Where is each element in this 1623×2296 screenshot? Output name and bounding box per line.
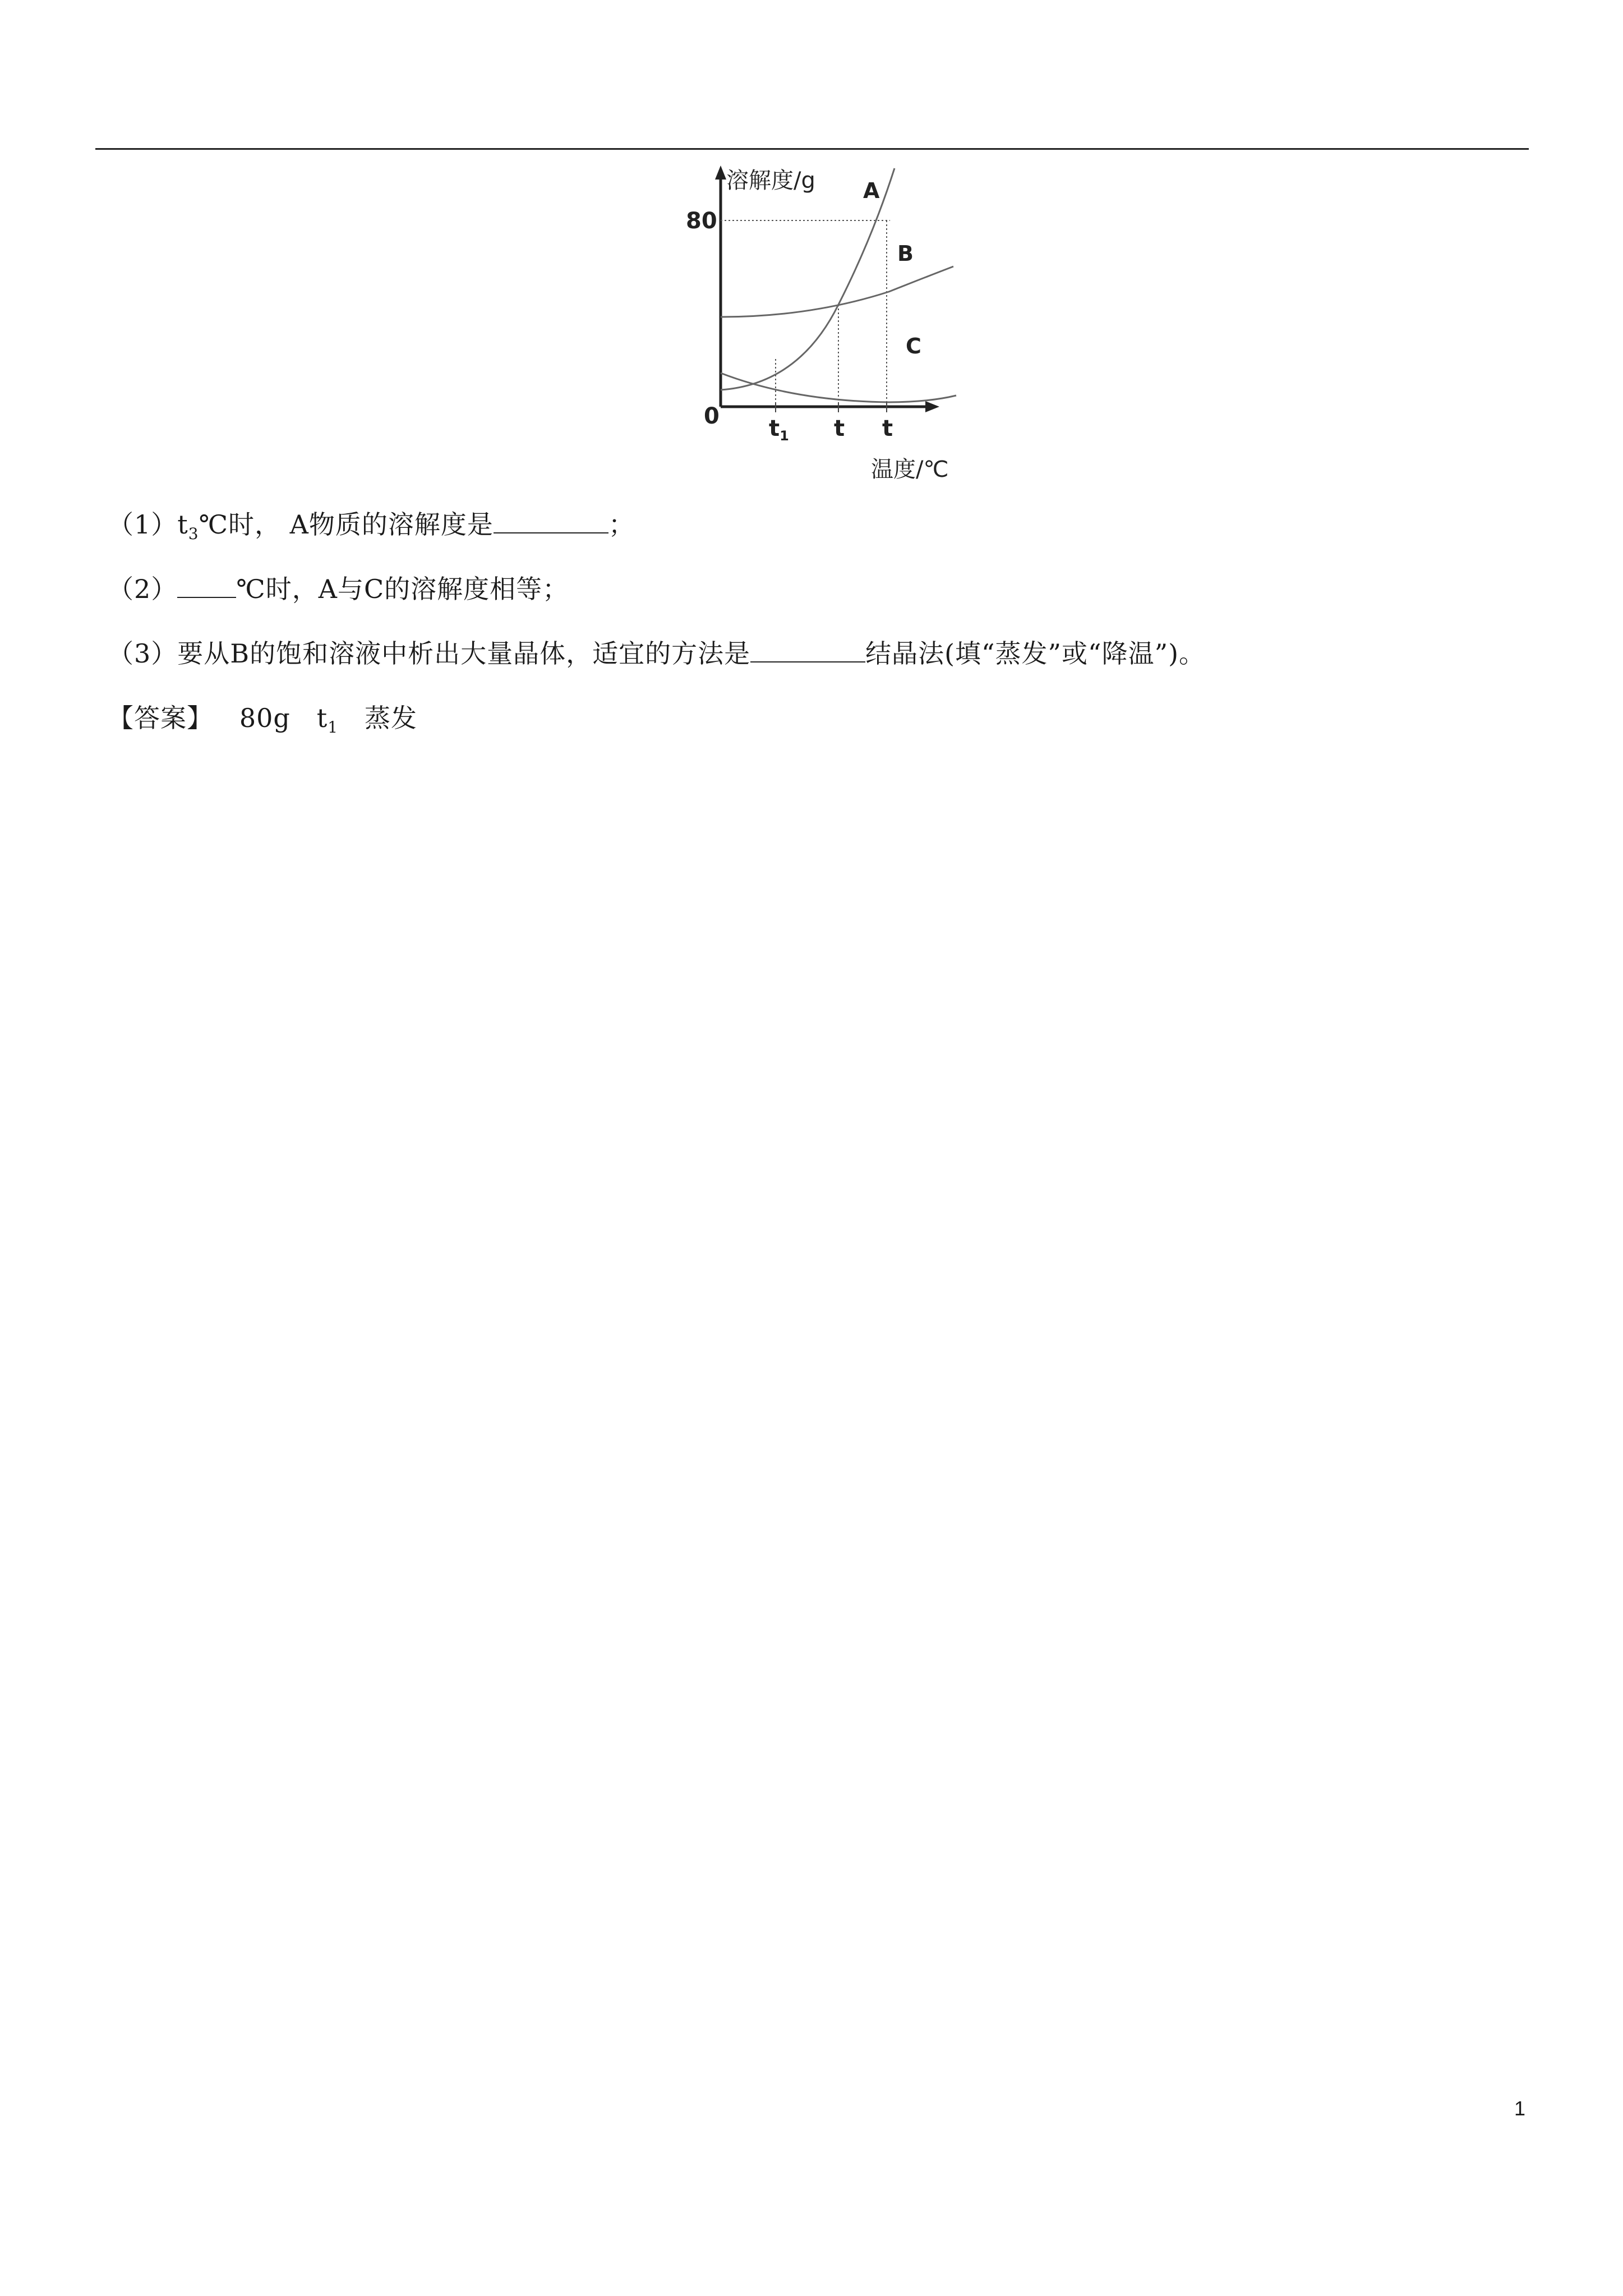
curve-b — [721, 266, 953, 317]
question-1: $(1)t_3℃$时， A物质的溶解度是 ； — [108, 509, 635, 544]
curve-b-label: B — [897, 241, 914, 266]
solubility-figure — [670, 160, 976, 485]
y-axis-arrow — [715, 165, 726, 180]
answer-blank-1[interactable] — [494, 510, 608, 533]
curve-a-label: A — [863, 178, 880, 203]
header-rule — [95, 148, 1529, 150]
answer-2: $t_1$ — [316, 703, 339, 737]
question-2: （2） ℃时，A与C的溶解度相等； — [108, 574, 569, 604]
solubility-chart — [670, 160, 976, 485]
x-axis-label: 温度/℃ — [871, 457, 949, 482]
x-tick-t3: t — [882, 416, 893, 441]
x-tick-t1: $t_1$ — [769, 416, 789, 444]
answer-3: 蒸发 — [364, 703, 417, 733]
x-tick-t2: t — [834, 416, 845, 441]
answer-tag: 【答案】 — [108, 703, 213, 733]
y-tick-80: 80 — [686, 208, 717, 234]
y-axis-label: 溶解度/g — [726, 168, 815, 194]
answer-blank-2[interactable] — [177, 574, 236, 598]
question-3: （3）要从B的饱和溶液中析出大量晶体，适宜的方法是 结晶法(填“蒸发”或“降温”)。 — [108, 638, 1206, 669]
curve-c-label: C — [906, 334, 921, 358]
x-axis-arrow — [925, 401, 939, 412]
answer-blank-3[interactable] — [750, 639, 865, 662]
answer-line — [108, 701, 417, 744]
origin-label: 0 — [704, 403, 720, 429]
answer-1: 80g — [239, 703, 291, 733]
page-number: 1 — [1514, 2097, 1526, 2120]
